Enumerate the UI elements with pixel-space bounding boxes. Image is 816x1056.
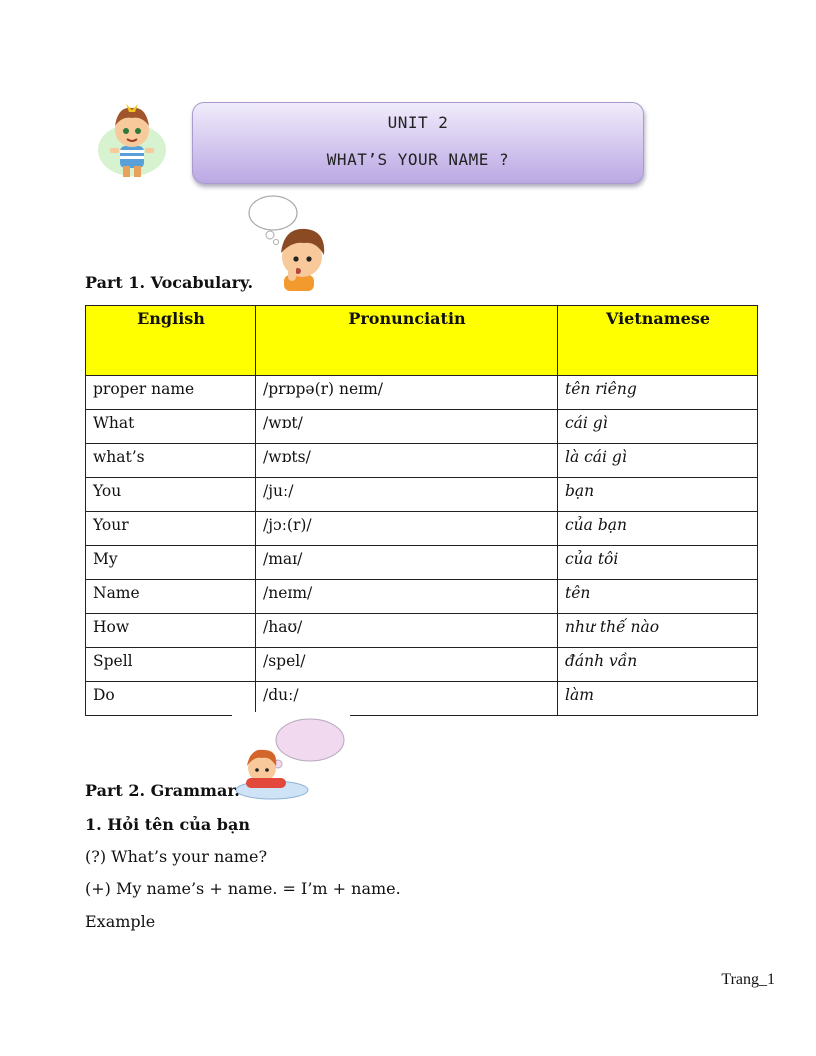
vietnamese-cell: cái gì	[558, 410, 758, 444]
header-pronunciation: Pronunciatin	[256, 306, 558, 376]
table-row	[86, 410, 758, 444]
table-row	[86, 580, 758, 614]
pronunciation-cell: /maɪ/	[256, 546, 558, 580]
english-cell: How	[86, 614, 256, 648]
english-cell: My	[86, 546, 256, 580]
pronunciation-cell: /neɪm/	[256, 580, 558, 614]
table-row	[86, 478, 758, 512]
header-english: English	[86, 306, 256, 376]
vietnamese-cell: tên riêng	[558, 376, 758, 410]
grammar-question: (?) What’s your name?	[85, 847, 268, 866]
english-cell: Name	[86, 580, 256, 614]
table-row	[86, 546, 758, 580]
pronunciation-cell: /haʊ/	[256, 614, 558, 648]
vietnamese-cell: làm	[558, 682, 758, 716]
vietnamese-cell: như thế nào	[558, 614, 758, 648]
english-cell: Spell	[86, 648, 256, 682]
table-row	[86, 512, 758, 546]
lesson-title: WHAT’S YOUR NAME ?	[326, 150, 510, 169]
vietnamese-cell: của bạn	[558, 512, 758, 546]
table-row	[86, 648, 758, 682]
pronunciation-cell: /jɔː(r)/	[256, 512, 558, 546]
pronunciation-cell: /spel/	[256, 648, 558, 682]
example-label: Example	[85, 912, 156, 931]
table-row	[86, 682, 758, 716]
unit-title: UNIT 2	[387, 113, 449, 132]
vietnamese-cell: của tôi	[558, 546, 758, 580]
table-row	[86, 614, 758, 648]
boy-standing-illustration	[96, 98, 168, 180]
part1-heading: Part 1. Vocabulary.	[85, 273, 254, 292]
english-cell: what’s	[86, 444, 256, 478]
header-vietnamese: Vietnamese	[558, 306, 758, 376]
boy-dreaming-illustration	[232, 712, 350, 800]
pronunciation-cell: /prɒpə(r) neɪm/	[256, 376, 558, 410]
table-row	[86, 376, 758, 410]
boy-thinking-illustration	[246, 193, 332, 291]
english-cell: Do	[86, 682, 256, 716]
english-cell: Your	[86, 512, 256, 546]
vietnamese-cell: là cái gì	[558, 444, 758, 478]
grammar-answer: (+) My name’s + name. = I’m + name.	[85, 879, 401, 898]
pronunciation-cell: /wɒts/	[256, 444, 558, 478]
pronunciation-cell: /juː/	[256, 478, 558, 512]
vietnamese-cell: tên	[558, 580, 758, 614]
pronunciation-cell: /duː/	[256, 682, 558, 716]
vietnamese-cell: đánh vần	[558, 648, 758, 682]
pronunciation-cell: /wɒt/	[256, 410, 558, 444]
page-number: Trang_1	[721, 971, 775, 988]
title-banner	[192, 102, 644, 184]
vietnamese-cell: bạn	[558, 478, 758, 512]
part2-heading: Part 2. Grammar.	[85, 781, 240, 800]
table-row	[86, 444, 758, 478]
english-cell: You	[86, 478, 256, 512]
english-cell: proper name	[86, 376, 256, 410]
vocabulary-table	[85, 305, 758, 716]
english-cell: What	[86, 410, 256, 444]
grammar-subheading: 1. Hỏi tên của bạn	[85, 815, 250, 834]
table-header-row	[86, 306, 758, 376]
